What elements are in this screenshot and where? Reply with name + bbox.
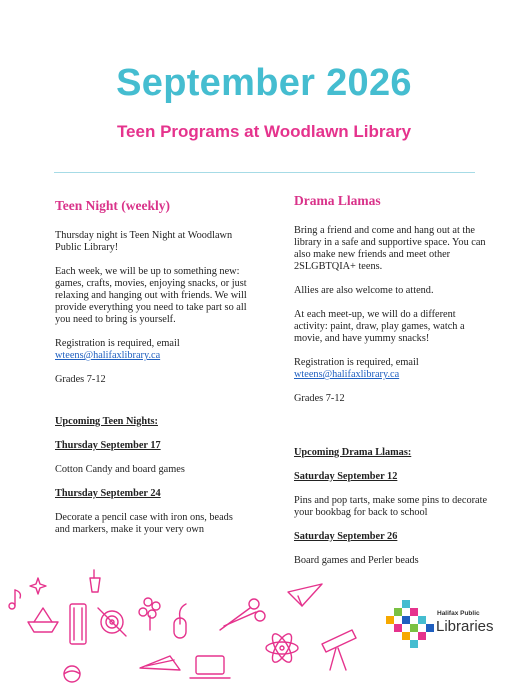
drama-llamas-grades: Grades 7-12 — [294, 393, 345, 404]
drama-llamas-description: At each meet-up, we will do a different activity: paint, draw, play games, watch a movie, and have yummy snacks! — [294, 309, 465, 344]
teen-night-column — [55, 198, 250, 548]
drama-llamas-intro: Bring a friend and come and hang out at the library in a safe and supportive space. You can also make new friends and meet other 2SLGBTQIA+ teens. — [294, 225, 486, 272]
logo-text-small: Halifax Public — [437, 610, 480, 617]
event-date: Thursday September 17 — [55, 440, 161, 451]
ball-icon — [64, 666, 80, 682]
teen-night-registration — [55, 338, 250, 362]
event-description: Cotton Candy and board games — [55, 464, 185, 475]
upcoming-drama-llamas-heading: Upcoming Drama Llamas: — [294, 447, 412, 458]
scissors-icon — [220, 599, 265, 630]
email-link[interactable]: wteens@halifaxlibrary.ca — [55, 350, 161, 361]
teen-night-grades: Grades 7-12 — [55, 374, 106, 385]
event-date: Saturday September 26 — [294, 531, 398, 542]
teen-night-description: Each week, we will be up to something new: games, crafts, movies, enjoying snacks, or just relaxing and hanging out with friends. We will provide everything you need to take part so all you need to bring is yourself. — [55, 266, 247, 325]
flower-icon — [139, 598, 160, 630]
paper-boat-icon — [28, 608, 58, 632]
telescope-icon — [322, 630, 356, 670]
event-description: Decorate a pencil case with iron ons, beads and markers, make it your very own — [55, 512, 233, 535]
sparkle-icon — [30, 578, 46, 594]
registration-text: Registration is required, email — [294, 357, 419, 368]
logo-text-large: Libraries — [436, 618, 494, 635]
divider — [54, 172, 475, 173]
compass-target-icon — [98, 608, 126, 636]
film-reel-icon — [70, 604, 86, 644]
page-title: September 2026 — [116, 62, 412, 104]
cup-icon — [90, 570, 100, 592]
page-subtitle: Teen Programs at Woodlawn Library — [116, 122, 412, 141]
music-note-icon — [9, 590, 20, 609]
upcoming-teen-nights-heading: Upcoming Teen Nights: — [55, 416, 158, 427]
paper-plane-icon — [288, 584, 322, 606]
drama-llamas-registration — [294, 357, 489, 381]
atom-icon — [266, 631, 298, 665]
event-description: Pins and pop tarts, make some pins to decorate your bookbag for back to school — [294, 495, 488, 518]
event-description: Board games and Perler beads — [294, 555, 419, 566]
registration-text: Registration is required, email — [55, 338, 180, 349]
email-link[interactable]: wteens@halifaxlibrary.ca — [294, 369, 400, 380]
mouse-icon — [174, 604, 186, 638]
drama-llamas-column — [294, 193, 489, 579]
drama-llamas-heading: Drama Llamas — [294, 193, 381, 208]
event-date: Thursday September 24 — [55, 488, 161, 499]
teen-night-intro: Thursday night is Teen Night at Woodlawn Public Library! — [55, 230, 233, 253]
teen-night-heading: Teen Night (weekly) — [55, 198, 170, 213]
sandwich-icon — [140, 656, 180, 670]
laptop-icon — [190, 656, 230, 678]
event-date: Saturday September 12 — [294, 471, 398, 482]
drama-llamas-allies: Allies are also welcome to attend. — [294, 285, 434, 296]
